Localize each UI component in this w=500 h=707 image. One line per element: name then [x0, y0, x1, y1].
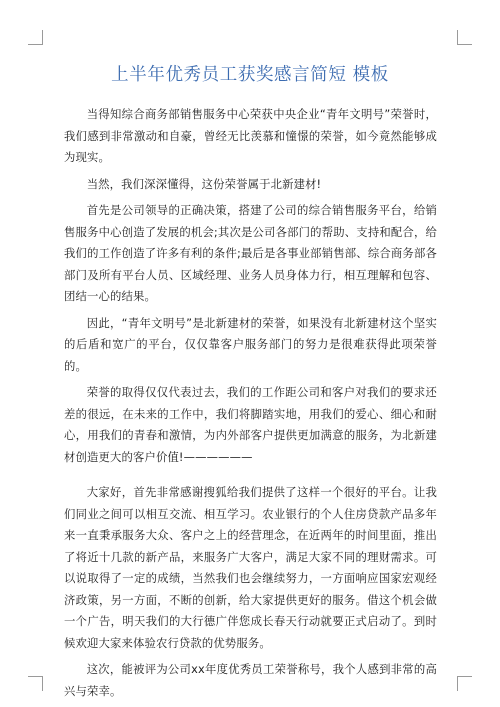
page-corner-mark-bottom-left — [28, 676, 43, 691]
paragraph: 大家好，首先非常感谢搜狐给我们提供了这样一个很好的平台。让我们同业之间可以相互交流、相互学习。农业银行的个人住房贷款产品多年来一直秉承服务大众、客户之上的经营理念，在近两年的时间里面，推出了将近十几款的新产品，来服务广大客户，满足大家不同的理财需求。可以说取得了一定的成绩，当然我们也会继续努力，一方面响应国家宏观经济政策，另一方面，不断的创新，给大家提供更好的服务。借这个机会做一个广告，明天我们的大行德广伴您成长春天行动就要正式启动了。到时候欢迎大家来体验农行贷款的优势服务。 — [64, 485, 437, 650]
paragraph: 这次，能被评为公司xx年度优秀员工荣誉称号，我个人感到非常的高兴与荣幸。 — [64, 662, 437, 698]
page-title: 上半年优秀员工获奖感言简短 模板 — [111, 65, 389, 85]
paragraph: 当得知综合商务部销售服务中心荣获中央企业“青年文明号”荣誉时，我们感到非常激动和自豪，曾经无比羡慕和憧憬的荣誉，如今竟然能够成为现实。 — [64, 107, 437, 164]
page-corner-mark-bottom-right — [457, 676, 472, 691]
paragraph: 因此，“青年文明号”是北新建材的荣誉，如果没有北新建材这个坚实的后盾和宽广的平台，仅仅靠客户服务部门的努力是很难获得此项荣誉的。 — [64, 315, 437, 373]
page-corner-mark-top-left — [28, 30, 43, 45]
paragraph: 首先是公司领导的正确决策，搭建了公司的综合销售服务平台，给销售服务中心创造了发展的机会;其次是公司各部门的帮助、支持和配合，给我们的工作创造了许多有利的条件;最后是各事业部销售部、综合商务部各部门及所有平台人员、区域经理、业务人员身体力行，相互理解和包容、团结一心的结果。 — [64, 203, 437, 303]
page-corner-mark-top-right — [457, 30, 472, 45]
paragraph: 荣誉的取得仅仅代表过去，我们的工作距公司和客户对我们的要求还差的很远，在未来的工作中，我们将脚踏实地，用我们的爱心、细心和耐心，用我们的青春和激情，为内外部客户提供更加满意的服务，为北新建材创造更大的客户价值!—————— — [64, 385, 437, 464]
paragraph: 当然，我们深深懂得，这份荣誉属于北新建材! — [86, 176, 322, 191]
document-body — [64, 104, 437, 707]
